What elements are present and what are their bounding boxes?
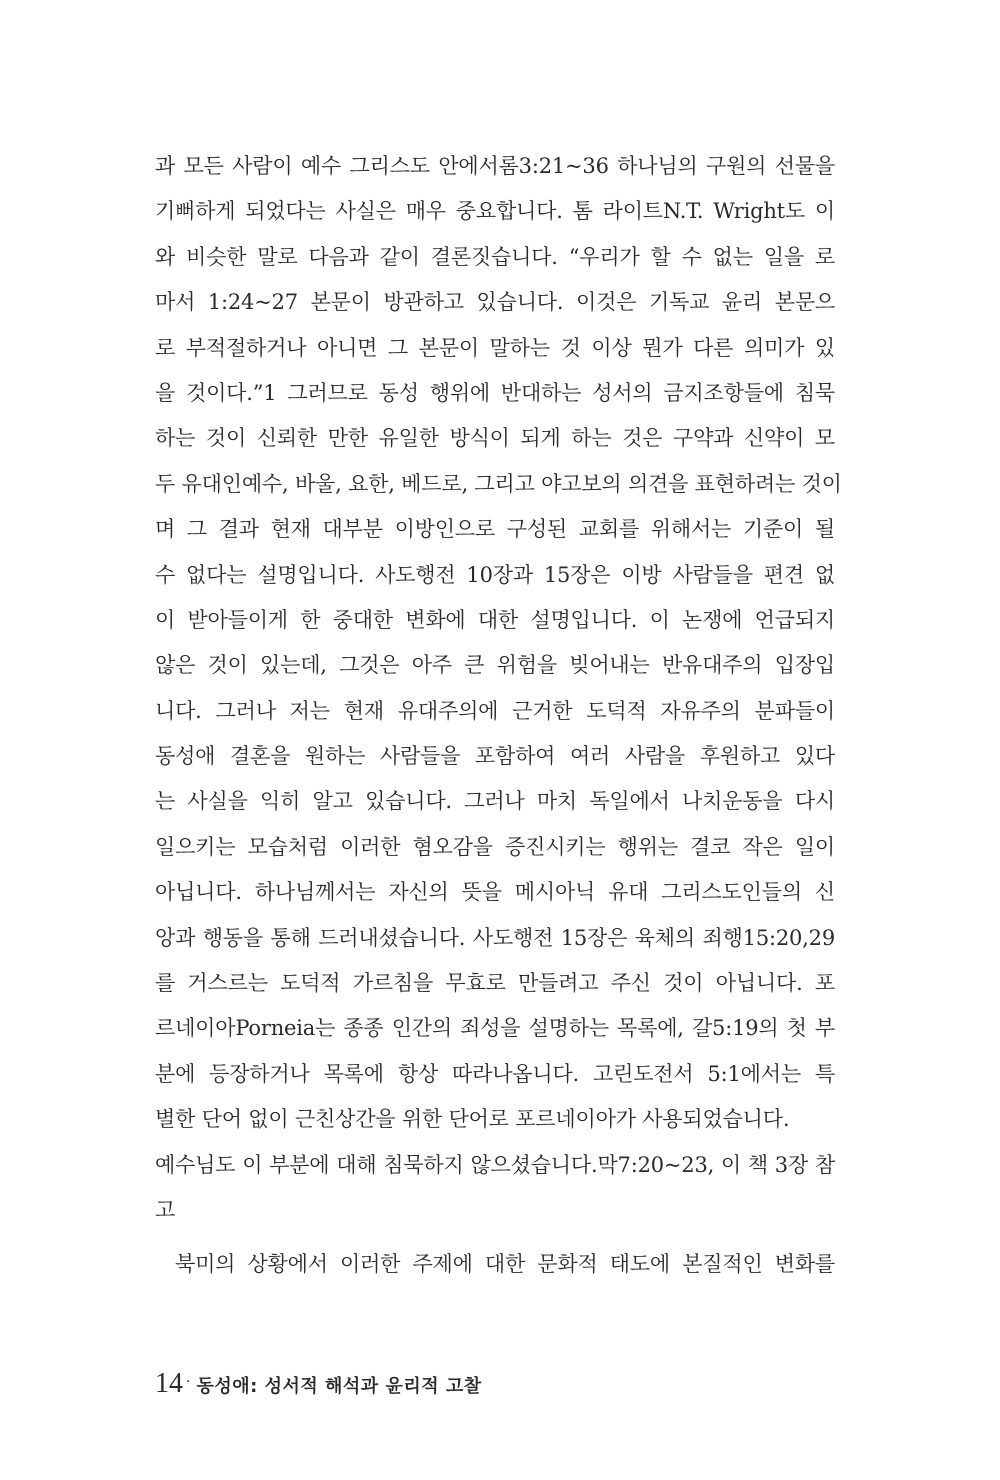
text-line: 수 없다는 설명입니다. 사도행전 10장과 15장은 이방 사람들을 편견 없 [155,562,835,587]
text-line: 동성애 결혼을 원하는 사람들을 포함하여 여러 사람을 후원하고 있다 [155,744,835,769]
text-line: 을 것이다.”1 그러므로 동성 행위에 반대하는 성서의 금지조항들에 침묵 [155,380,835,405]
text-line: 앙과 행동을 통해 드러내셨습니다. 사도행전 15장은 육체의 죄행15:20,29 [155,925,835,950]
body-text [155,150,842,1294]
text-line: 북미의 상황에서 이러한 주제에 대한 문화적 태도에 본질적인 변화를 [175,1252,835,1277]
text-line: 며 그 결과 현재 대부분 이방인으로 구성된 교회를 위해서는 기준이 될 [155,517,835,542]
text-line: 이 받아들이게 한 중대한 변화에 대한 설명입니다. 이 논쟁에 언급되지 [155,607,835,632]
text-line: 분에 등장하거나 목록에 항상 따라나옵니다. 고린도전서 5:1에서는 특 [155,1061,835,1086]
text-line: 두 유대인예수, 바울, 요한, 베드로, 그리고 야고보의 의견을 표현하려는 것이 [155,471,842,496]
text-line: 아닙니다. 하나님께서는 자신의 뜻을 메시아닉 유대 그리스도인들의 신 [155,880,835,905]
paragraph-2 [155,1248,835,1293]
text-line: 하는 것이 신뢰한 만한 유일한 방식이 되게 하는 것은 구약과 신약이 모 [155,426,835,451]
text-line: 르네이아Porneia는 종종 인간의 죄성을 설명하는 목록에, 갈5:19의 첫 부 [155,1016,835,1041]
footer-separator: · [186,1374,191,1390]
text-line: 마서 1:24~27 본문이 방관하고 있습니다. 이것은 기독교 윤리 본문으 [155,290,835,315]
page-number: 14 [155,1368,183,1399]
page-footer [155,1368,482,1408]
text-line: 고 [155,1197,176,1222]
text-line: 를 거스르는 도덕적 가르침을 무효로 만들려고 주신 것이 아닙니다. 포 [155,971,835,996]
paragraph-1 [155,150,842,1239]
text-line: 예수님도 이 부분에 대해 침묵하지 않으셨습니다.막7:20~23, 이 책 3장 참 [155,1152,835,1177]
paragraph-gap [155,1239,835,1248]
text-line: 니다. 그러나 저는 현재 유대주의에 근거한 도덕적 자유주의 분파들이 [155,698,835,723]
text-line: 않은 것이 있는데, 그것은 아주 큰 위험을 빚어내는 반유대주의 입장입 [155,653,835,678]
text-line: 와 비슷한 말로 다음과 같이 결론짓습니다. “우리가 할 수 없는 일을 로 [155,244,835,269]
text-line: 는 사실을 익히 알고 있습니다. 그러나 마치 독일에서 나치운동을 다시 [155,789,835,814]
text-line: 기뻐하게 되었다는 사실은 매우 중요합니다. 톰 라이트N.T. Wright도 이 [155,199,835,224]
text-line: 일으키는 모습처럼 이러한 혐오감을 증진시키는 행위는 결코 작은 일이 [155,834,835,859]
running-title: 동성애: 성서적 해석과 윤리적 고찰 [196,1376,482,1397]
text-line: 과 모든 사람이 예수 그리스도 안에서롬3:21~36 하나님의 구원의 선물을 [155,154,835,178]
text-line: 별한 단어 없이 근친상간을 위한 단어로 포르네이아가 사용되었습니다. [155,1107,790,1132]
text-line: 로 부적절하거나 아니면 그 본문이 말하는 것 이상 뭔가 다른 의미가 있 [155,335,835,360]
